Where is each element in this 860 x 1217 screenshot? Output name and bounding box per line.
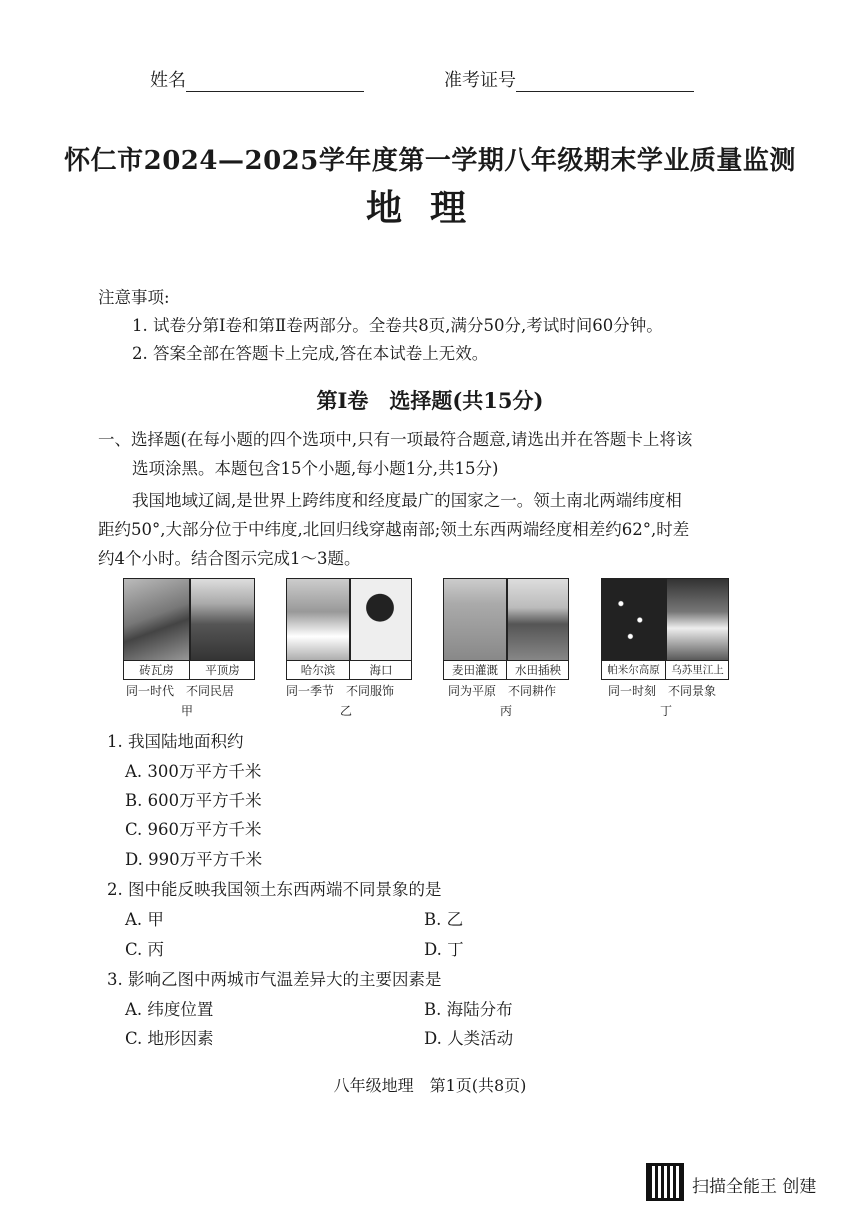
subject-title: 地理 [365,187,494,229]
photo-caption: 帕米尔高原 [602,660,665,679]
option: A. 纬度位置 [125,1000,214,1019]
passage-line: 距约50°,大部分位于中纬度,北回归线穿越南部;领土东西两端经度相差约62°,时差 [98,520,690,539]
option: A. 甲 [125,910,164,929]
note-item: 2. 答案全部在答题卡上完成,答在本试卷上无效。 [132,344,489,363]
figure-label: 丁 [660,704,673,718]
figure-label: 丙 [500,704,513,718]
section-title: 第Ⅰ卷 选择题(共15分) [316,388,544,413]
option: D. 990万平方千米 [125,850,263,869]
photo-caption: 海口 [349,660,412,679]
haikou-clothing-photo [349,579,411,661]
pamir-night-photo [602,579,665,661]
note-item: 1. 试卷分第Ⅰ卷和第Ⅱ卷两部分。全卷共8页,满分50分,考试时间60分钟。 [132,316,663,335]
brick-house-photo [124,579,189,661]
figure-subtitle: 同为平原 不同耕作 [448,684,557,698]
photo-caption: 麦田灌溉 [444,660,506,679]
option: B. 600万平方千米 [125,791,262,810]
rice-transplant-photo [506,579,568,661]
figure-bing [443,578,569,680]
passage-line: 我国地域辽阔,是世界上跨纬度和经度最广的国家之一。领土南北两端纬度相 [132,491,682,510]
option: B. 海陆分布 [424,1000,513,1019]
passage-line: 约4个小时。结合图示完成1～3题。 [98,549,361,568]
figure-subtitle: 同一时代 不同民居 [126,684,235,698]
instruction-line: 选项涂黑。本题包含15个小题,每小题1分,共15分) [132,459,499,478]
option: C. 960万平方千米 [125,820,262,839]
figure-label: 甲 [181,704,194,718]
name-label: 姓名 [150,70,186,91]
page-footer: 八年级地理 第1页(共8页) [333,1076,527,1095]
figure-label: 乙 [340,704,353,718]
photo-divider [506,579,508,661]
name-field [150,66,364,92]
photo-divider [349,579,351,661]
option: A. 300万平方千米 [125,762,262,781]
figure-subtitle: 同一时刻 不同景象 [608,684,717,698]
photo-caption: 砖瓦房 [124,660,189,679]
instruction-line: 一、选择题(在每小题的四个选项中,只有一项最符合题意,请选出并在答题卡上将该 [98,430,693,449]
exam-id-label: 准考证号 [444,70,516,91]
name-blank [186,73,364,92]
wheat-irrigation-photo [444,579,506,661]
photo-divider [189,579,191,661]
figure-ding [601,578,729,680]
photo-caption: 乌苏里江上 [665,660,729,679]
scanner-watermark: 扫描全能王 创建 [692,1177,817,1197]
photo-divider [665,579,667,661]
question-stem: 2. 图中能反映我国领土东西两端不同景象的是 [107,880,442,899]
exam-id-field [444,66,694,92]
photo-caption: 哈尔滨 [287,660,349,679]
question-stem: 1. 我国陆地面积约 [107,732,244,751]
question-stem: 3. 影响乙图中两城市气温差异大的主要因素是 [107,970,442,989]
option: C. 地形因素 [125,1029,214,1048]
exam-id-blank [516,73,694,92]
photo-caption: 水田插秧 [506,660,569,679]
option: C. 丙 [125,940,165,959]
option: D. 丁 [424,940,464,959]
option: B. 乙 [424,910,464,929]
photo-caption: 平顶房 [189,660,255,679]
notes-heading: 注意事项: [98,288,170,307]
qr-code-icon [646,1163,684,1201]
flat-roof-house-photo [189,579,254,661]
option: D. 人类活动 [424,1029,514,1048]
wusuli-river-photo [665,579,728,661]
harbin-clothing-photo [287,579,349,661]
figure-yi [286,578,412,680]
figure-subtitle: 同一季节 不同服饰 [286,684,395,698]
figure-jia [123,578,255,680]
exam-title: 怀仁市2024—2025学年度第一学期八年级期末学业质量监测 [64,146,796,176]
